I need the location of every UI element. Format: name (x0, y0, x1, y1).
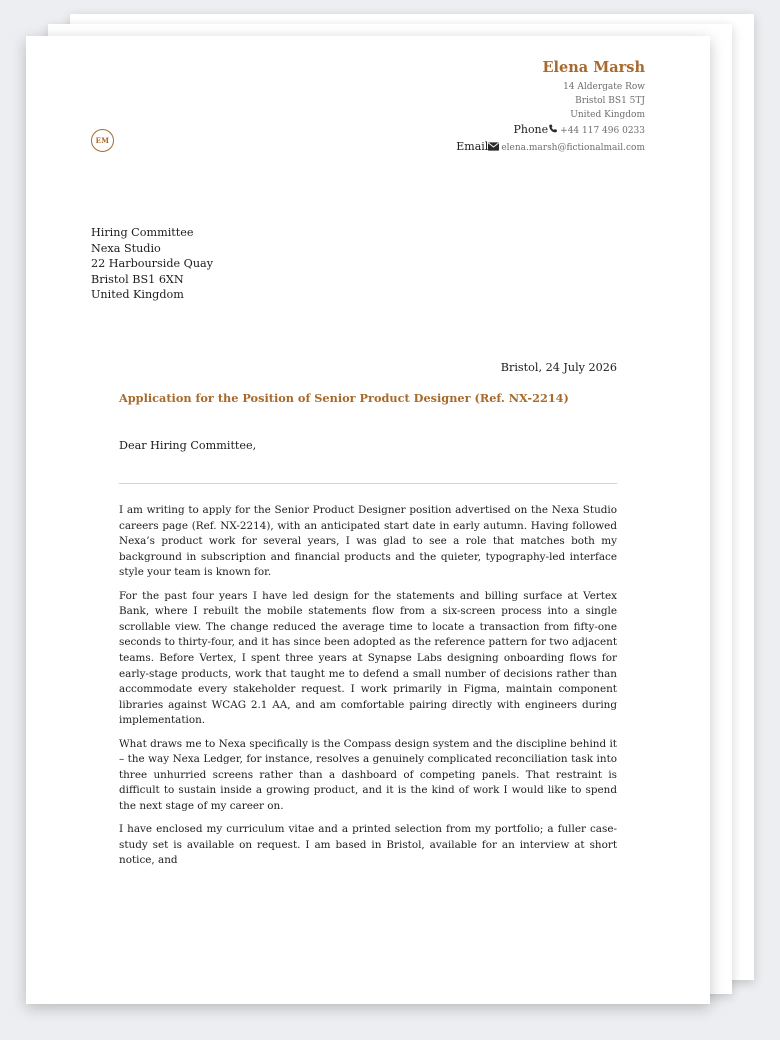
recipient-line: United Kingdom (91, 288, 184, 301)
recipient-address (91, 225, 213, 303)
recipient-line: Hiring Committee (91, 226, 194, 239)
letter-body (119, 503, 617, 867)
sender-block (285, 58, 645, 156)
email-label: Email (456, 140, 489, 153)
recipient-line: Nexa Studio (91, 241, 161, 255)
monogram-badge: EM (91, 129, 114, 152)
body-paragraph: For the past four years I have led design for the statements and billing surface at Vertex Bank, where I rebuilt the mobile statements flow from a six-screen process into a single scrollable view. The change reduced the average time to locate a transaction from fifty-one seconds to thirty-four, and it has since been adopted as the reference pattern for two adjacent teams. Before Vertex, I spent three years at Synapse Labs designing onboarding flows for early-stage products, work that taught me to defend a small number of decisions rather than accommodate every stakeholder request. I work primarily in Figma, maintain component libraries against WCAG 2.1 AA, and am comfortable pairing directly with engineers during implementation. (119, 589, 617, 727)
sender-name: Elena Marsh (542, 59, 645, 76)
envelope-icon (488, 140, 499, 155)
body-paragraph: I am writing to apply for the Senior Product Designer position advertised on the Nexa Studio careers page (Ref. NX-2214), with an anticipated start date in early autumn. Having followed Nexa’s product work for several years, I was glad to see a role that matches both my background in subscription and financial products and the quieter, typography-led interface style your team is known for. (119, 504, 617, 579)
body-paragraph: What draws me to Nexa specifically is the Compass design system and the discipline behind it – the way Nexa Ledger, for instance, resolves a genuinely complicated reconciliation task into three unhurried screens rather than a dashboard of competing panels. That restraint is difficult to sustain inside a growing product, and it is the kind of work I would like to spend the next stage of my career on. (119, 737, 617, 812)
recipient-line: 22 Harbourside Quay (91, 257, 214, 270)
subject-line: Application for the Position of Senior Product Designer (Ref. NX-2214) (119, 391, 569, 405)
recipient-line: Bristol BS1 6XN (91, 272, 184, 286)
salutation: Dear Hiring Committee, (119, 439, 257, 452)
sender-address-line: United Kingdom (570, 110, 645, 120)
email-row (285, 139, 645, 156)
sender-address-line: 14 Aldergate Row (563, 82, 645, 92)
phone-icon (548, 123, 558, 138)
letter-page (26, 36, 710, 1004)
divider (119, 483, 617, 484)
phone-number: +44 117 496 0233 (560, 126, 645, 136)
sender-address-line: Bristol BS1 5TJ (575, 96, 645, 106)
phone-label: Phone (513, 123, 549, 136)
body-paragraph: I have enclosed my curriculum vitae and a printed selection from my portfolio; a fuller case-study set is available on request. I am based in Bristol, available for an interview at short notice, and (119, 823, 617, 867)
email-address: elena.marsh@fictionalmail.com (501, 143, 645, 153)
letter-date: Bristol, 24 July 2026 (500, 361, 617, 374)
phone-row (285, 122, 645, 139)
